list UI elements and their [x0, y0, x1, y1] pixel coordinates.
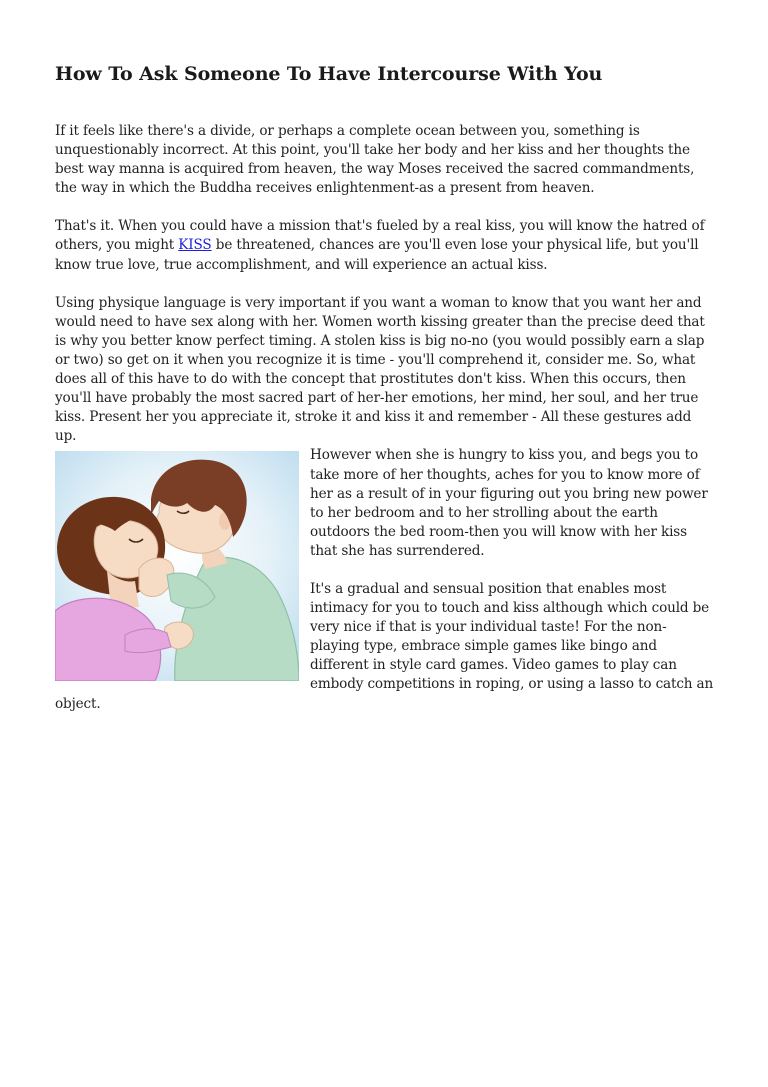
paragraph-5: It's a gradual and sensual position that enables most intimacy for you to touch and kiss although which could be very nice if that is your individual taste! For the non-playing type, embrace simple games like bingo and different in style card games. Video games to play can embody competitions in roping, or using a lasso to catch an object. [55, 580, 714, 712]
woman-arm [125, 629, 171, 653]
paragraph-1: If it feels like there's a divide, or perhaps a complete ocean between you, something is unquestionably incorrect. At this point, you'll take her body and her kiss and her thoughts the best way manna is acquired from heaven, the way Moses received the sacred commandments, the way in which the Buddha receives enlightenment-as a present from heaven. [55, 123, 695, 197]
paragraph-2-text-after: be threatened, chances are you'll even lose your physical life, but you'll know true love, true accomplishment, and will experience an actual kiss. [55, 237, 699, 273]
article-title: How To Ask Someone To Have Intercourse With You [55, 63, 603, 85]
paragraph-2 [55, 217, 715, 274]
paragraph-4: However when she is hungry to kiss you, and begs you to take more of her thoughts, aches for you to know more of her as a result of in your figuring out you bring new power to her bedroom and to her strolling about the earth outdoors the bed room-then you will know with her kiss that she has surrendered. [310, 447, 708, 559]
paragraph-2-text-before: That's it. When you could have a mission that's fueled by a real kiss, you will know the hatred of others, you might [55, 218, 705, 254]
paragraph-3: Using physique language is very important if you want a woman to know that you want her and would need to have sex along with her. Women worth kissing greater than the precise deed that is why you better know perfect timing. A stolen kiss is big no-no (you would possibly earn a slap or two) so get on it when you recognize it is time - you'll comprehend it, consider me. So, what does all of this have to do with the concept that prostitutes don't kiss. When this occurs, then you'll have probably the most sacred part of her-her emotions, her mind, her soul, and her true kiss. Present her you appreciate it, stroke it and kiss it and remember - All these gestures add up. [55, 294, 705, 445]
kissing-couple-illustration [55, 451, 299, 681]
kiss-link[interactable]: KISS [178, 237, 212, 254]
article [55, 0, 715, 714]
